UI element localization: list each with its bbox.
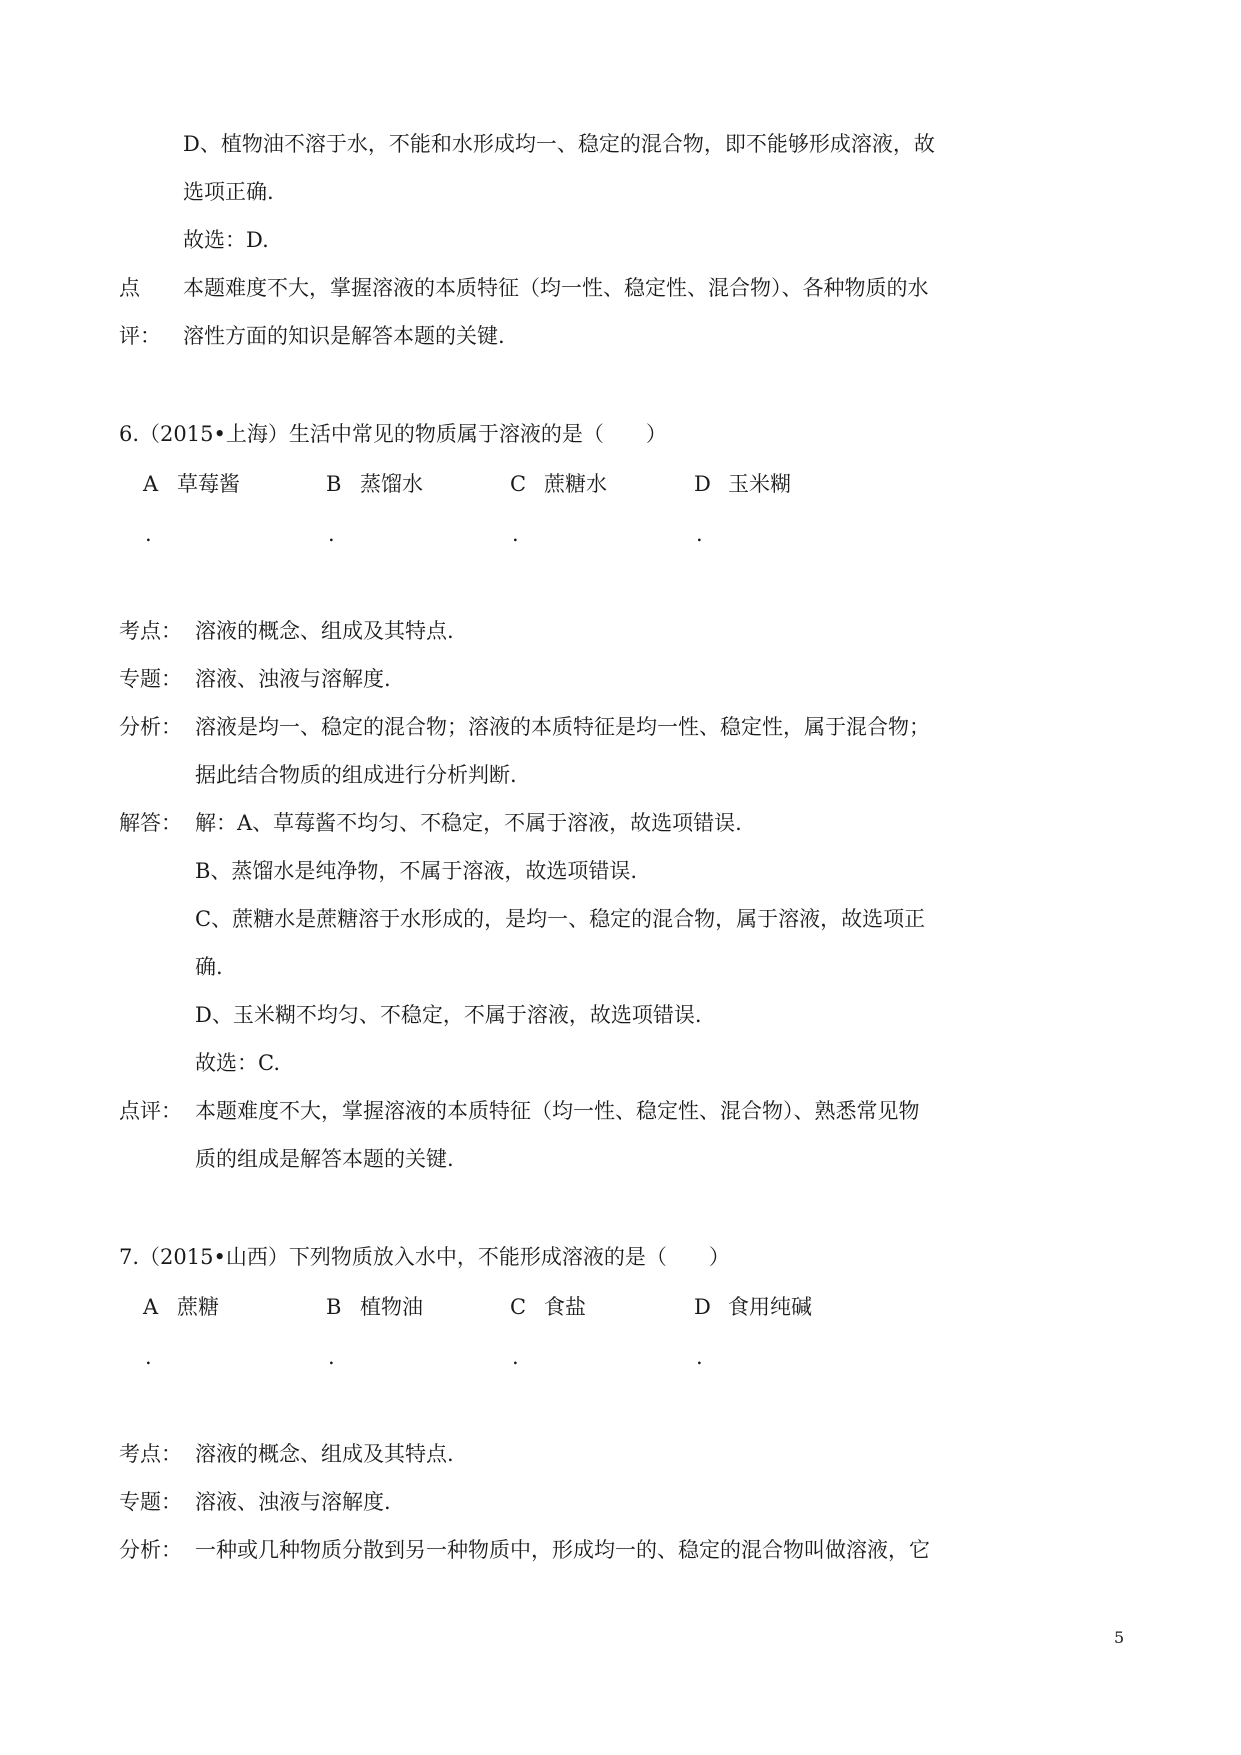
- q7-option-a-letter: A: [143, 1295, 159, 1319]
- q6-stem: 6.（2015•上海）生活中常见的物质属于溶液的是（ ）: [119, 422, 667, 446]
- q7-fenxi-label: 分析：: [119, 1538, 182, 1562]
- q6-option-d: [694, 470, 791, 498]
- q7-kaodian: 溶液的概念、组成及其特点.: [195, 1442, 454, 1466]
- q6-jieda-line3: C、蔗糖水是蔗糖溶于水形成的，是均一、稳定的混合物，属于溶液，故选项正: [195, 907, 926, 931]
- q7-option-a: [143, 1293, 219, 1321]
- prev-comment-label-1: 点: [119, 276, 140, 300]
- q7-option-a-text: 蔗糖: [177, 1295, 219, 1319]
- q7-zhuanti: 溶液、浊液与溶解度.: [195, 1490, 391, 1514]
- q6-option-a-dot: .: [145, 522, 152, 546]
- q6-option-c-dot: .: [512, 522, 519, 546]
- q7-option-d-dot: .: [696, 1345, 703, 1369]
- q6-option-d-dot: .: [696, 522, 703, 546]
- q6-fenxi-line2: 据此结合物质的组成进行分析判断.: [195, 763, 517, 787]
- q6-jieda-line2: B、蒸馏水是纯净物，不属于溶液，故选项错误.: [195, 859, 638, 883]
- q7-option-b-letter: B: [326, 1295, 342, 1319]
- q7-option-b: [326, 1293, 423, 1321]
- q7-option-c-dot: .: [512, 1345, 519, 1369]
- prev-answer: 故选：D.: [183, 228, 269, 252]
- q7-option-c: [510, 1293, 586, 1321]
- q6-zhuanti: 溶液、浊液与溶解度.: [195, 667, 391, 691]
- q6-option-c-text: 蔗糖水: [544, 472, 607, 496]
- q6-fenxi-label: 分析：: [119, 715, 182, 739]
- q6-option-a: [143, 470, 240, 498]
- q6-option-b-dot: .: [328, 522, 335, 546]
- q6-option-c-letter: C: [510, 472, 527, 496]
- q7-option-d-text: 食用纯碱: [728, 1295, 812, 1319]
- q6-option-a-letter: A: [143, 472, 159, 496]
- q6-dianping-line2: 质的组成是解答本题的关键.: [195, 1147, 454, 1171]
- prev-option-d-explanation-line1: D、植物油不溶于水，不能和水形成均一、稳定的混合物，即不能够形成溶液，故: [183, 132, 935, 156]
- page-number: 5: [1114, 1628, 1125, 1647]
- q7-option-a-dot: .: [145, 1345, 152, 1369]
- q6-zhuanti-label: 专题：: [119, 667, 182, 691]
- prev-option-d-explanation-line2: 选项正确.: [183, 180, 274, 204]
- q7-stem: 7.（2015•山西）下列物质放入水中，不能形成溶液的是（ ）: [119, 1245, 730, 1269]
- prev-comment-line2: 溶性方面的知识是解答本题的关键.: [183, 324, 505, 348]
- q6-kaodian: 溶液的概念、组成及其特点.: [195, 619, 454, 643]
- prev-comment-line1: 本题难度不大，掌握溶液的本质特征（均一性、稳定性、混合物）、各种物质的水: [183, 276, 929, 300]
- q6-fenxi-line1: 溶液是均一、稳定的混合物；溶液的本质特征是均一性、稳定性，属于混合物；: [195, 715, 930, 739]
- q6-jieda-line5: D、玉米糊不均匀、不稳定，不属于溶液，故选项错误.: [195, 1003, 702, 1027]
- q6-kaodian-label: 考点：: [119, 619, 182, 643]
- q7-option-d-letter: D: [694, 1295, 711, 1319]
- q6-dianping-line1: 本题难度不大，掌握溶液的本质特征（均一性、稳定性、混合物）、熟悉常见物: [195, 1099, 920, 1123]
- q6-option-c: [510, 470, 607, 498]
- q6-option-b: [326, 470, 423, 498]
- q7-option-b-dot: .: [328, 1345, 335, 1369]
- q6-jieda-line1: 解：A、草莓酱不均匀、不稳定，不属于溶液，故选项错误.: [195, 811, 742, 835]
- q7-option-c-text: 食盐: [544, 1295, 586, 1319]
- q6-jieda-line4: 确.: [195, 955, 223, 979]
- q6-option-d-letter: D: [694, 472, 711, 496]
- q6-option-a-text: 草莓酱: [177, 472, 240, 496]
- q6-jieda-line6: 故选：C.: [195, 1051, 280, 1075]
- prev-comment-label-2: 评：: [119, 324, 161, 348]
- q7-option-b-text: 植物油: [360, 1295, 423, 1319]
- q6-dianping-label: 点评：: [119, 1099, 182, 1123]
- q6-option-d-text: 玉米糊: [728, 472, 791, 496]
- q7-option-c-letter: C: [510, 1295, 527, 1319]
- q7-zhuanti-label: 专题：: [119, 1490, 182, 1514]
- q6-jieda-label: 解答：: [119, 811, 182, 835]
- q7-option-d: [694, 1293, 812, 1321]
- q6-option-b-letter: B: [326, 472, 342, 496]
- q7-kaodian-label: 考点：: [119, 1442, 182, 1466]
- q7-fenxi-line1: 一种或几种物质分散到另一种物质中，形成均一的、稳定的混合物叫做溶液，它: [195, 1538, 930, 1562]
- q6-option-b-text: 蒸馏水: [360, 472, 423, 496]
